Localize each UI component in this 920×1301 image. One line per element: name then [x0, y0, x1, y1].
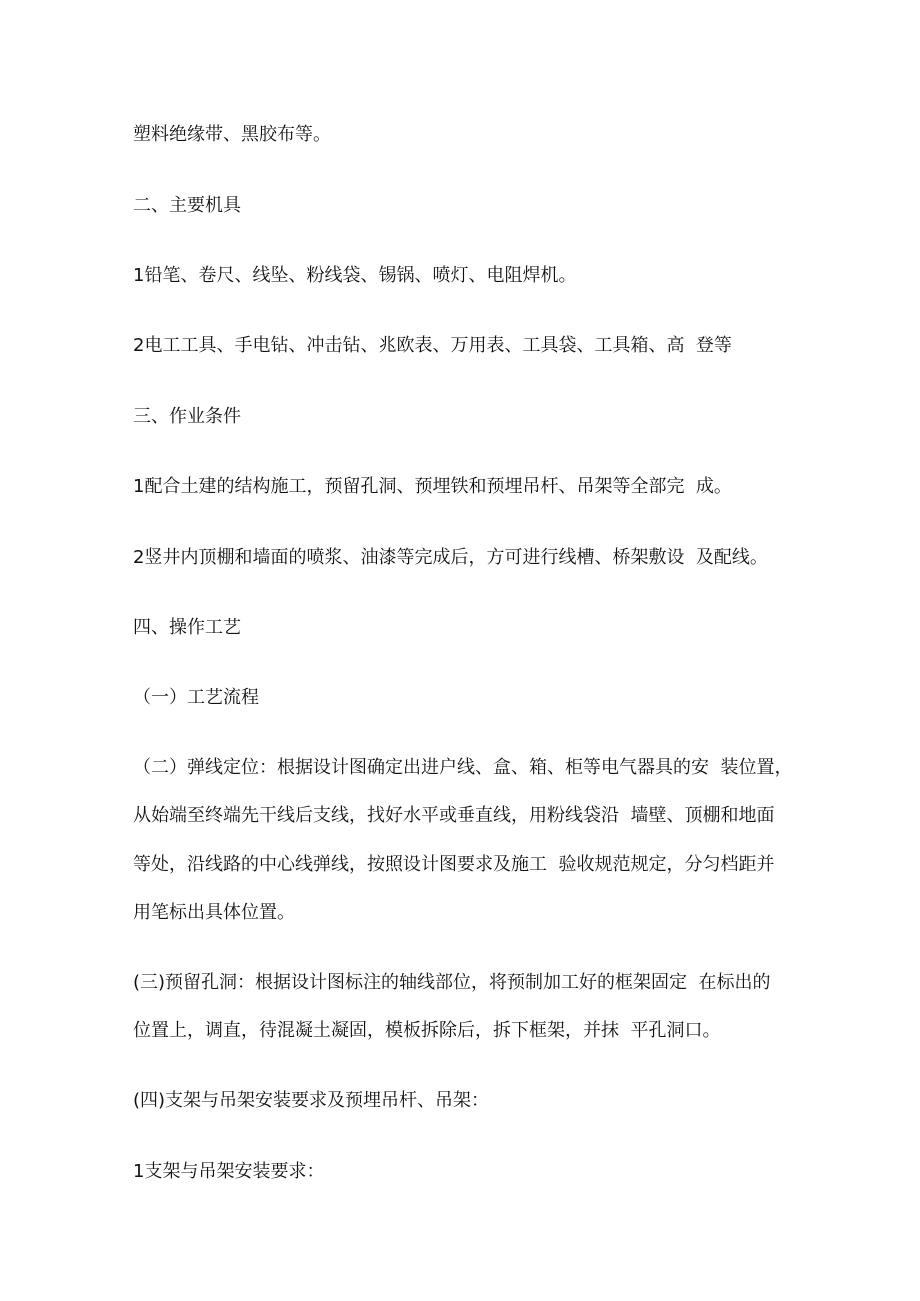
text-line: （二）弹线定位：根据设计图确定出进户线、盒、箱、柜等电气器具的安 装位置，	[133, 757, 793, 778]
text-line: 1支架与吊架安装要求：	[133, 1161, 325, 1182]
text-line: (四)支架与吊架安装要求及预埋吊杆、吊架：	[133, 1090, 490, 1111]
text-line: 2竖井内顶棚和墙面的喷浆、油漆等完成后，方可进行线槽、桥架敷设 及配线。	[133, 547, 768, 568]
section-heading: 三、作业条件	[133, 406, 241, 427]
section-heading: 四、操作工艺	[133, 617, 241, 638]
text-line: 从始端至终端先干线后支线，找好水平或垂直线，用粉线袋沿 墙壁、顶棚和地面	[133, 805, 775, 826]
text-line: 等处，沿线路的中心线弹线，按照设计图要求及施工 验收规范规定，分匀档距并	[133, 854, 775, 875]
subsection-heading: （一）工艺流程	[133, 687, 259, 708]
text-line: 1配合土建的结构施工，预留孔洞、预埋铁和预埋吊杆、吊架等全部完 成。	[133, 476, 732, 497]
text-line: (三)预留孔洞：根据设计图标注的轴线部位，将预制加工好的框架固定 在标出的	[133, 972, 771, 993]
text-line: 塑料绝缘带、黑胶布等。	[133, 124, 331, 145]
text-line: 用笔标出具体位置。	[133, 902, 295, 923]
text-line: 位置上，调直，待混凝土凝固，模板拆除后，拆下框架，并抹 平孔洞口。	[133, 1020, 721, 1041]
section-heading: 二、主要机具	[133, 195, 241, 216]
text-line: 1铅笔、卷尺、线坠、粉线袋、锡锅、喷灯、电阻焊机。	[133, 265, 577, 286]
text-line: 2电工工具、手电钻、冲击钻、兆欧表、万用表、工具袋、工具箱、高 登等	[133, 335, 732, 356]
